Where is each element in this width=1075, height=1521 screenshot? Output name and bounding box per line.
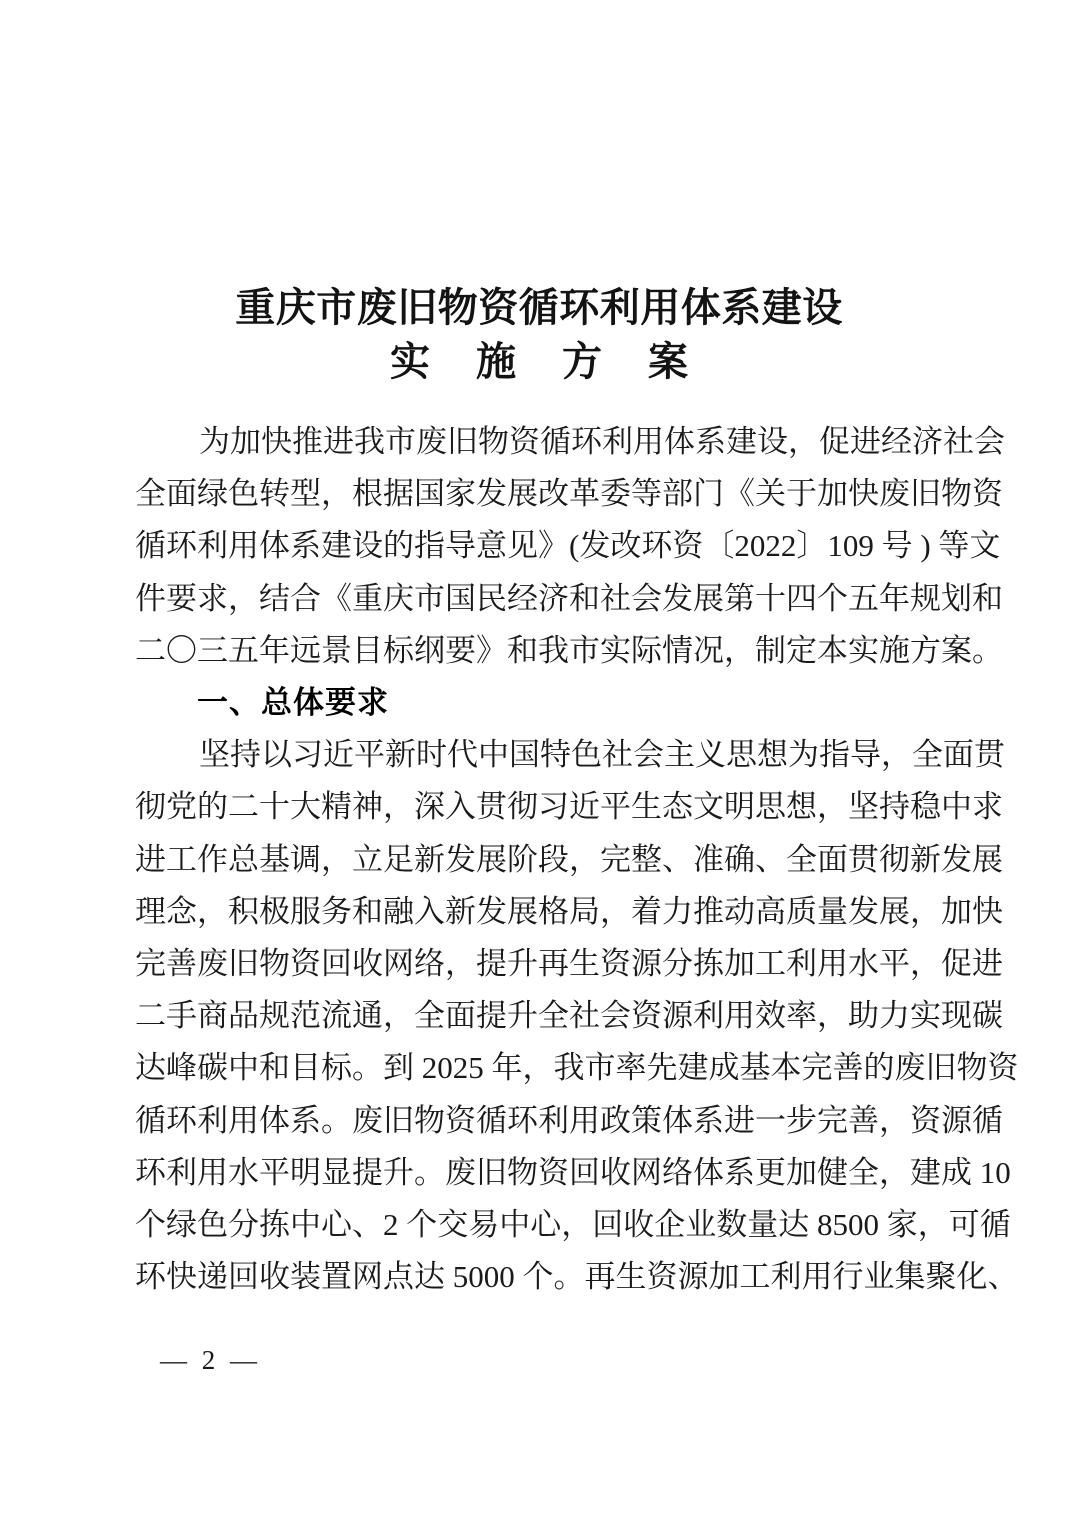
- paragraph-line: 二手商品规范流通，全面提升全社会资源利用效率，助力实现碳: [135, 998, 1003, 1034]
- document-title-line-1: 重庆市废旧物资循环利用体系建设: [235, 285, 843, 330]
- paragraph-line: 二〇三五年远景目标纲要》和我市实际情况，制定本实施方案。: [135, 632, 1003, 668]
- paragraph-line: 件要求，结合《重庆市国民经济和社会发展第十四个五年规划和: [135, 580, 1003, 616]
- paragraph-line: 进工作总基调，立足新发展阶段，完整、准确、全面贯彻新发展: [135, 841, 1003, 877]
- paragraph-line: 个绿色分拣中心、2 个交易中心，回收企业数量达 8500 家，可循: [135, 1207, 1011, 1243]
- paragraph-line: 达峰碳中和目标。到 2025 年，我市率先建成基本完善的废旧物资: [135, 1050, 1019, 1086]
- paragraph-line: 彻党的二十大精神，深入贯彻习近平生态文明思想，坚持稳中求: [135, 789, 1003, 825]
- paragraph-line: 环利用水平明显提升。废旧物资回收网络体系更加健全，建成 10: [135, 1154, 1011, 1190]
- section-heading-1: 一、总体要求: [197, 685, 389, 721]
- page-content: [135, 0, 1019, 1303]
- paragraph-line: 循环利用体系建设的指导意见》(发改环资〔2022〕109 号 ) 等文: [135, 528, 1001, 564]
- paragraph-line: 完善废旧物资回收网络，提升再生资源分拣加工利用水平，促进: [135, 946, 1003, 982]
- paragraph-preamble: [135, 416, 1005, 677]
- page-number: — 2 —: [160, 1345, 261, 1375]
- paragraph-line: 坚持以习近平新时代中国特色社会主义思想为指导，全面贯: [199, 737, 1005, 773]
- document-body: [135, 416, 1019, 1303]
- document-title-line-2: 实 施 方 案: [390, 339, 706, 384]
- paragraph-line: 理念，积极服务和融入新发展格局，着力推动高质量发展，加快: [135, 893, 1003, 929]
- paragraph-line: 为加快推进我市废旧物资循环利用体系建设，促进经济社会: [199, 424, 1005, 459]
- paragraph-line: 环快递回收装置网点达 5000 个。再生资源加工利用行业集聚化、: [135, 1259, 1019, 1295]
- paragraph-line: 全面绿色转型，根据国家发展改革委等部门《关于加快废旧物资: [135, 476, 1003, 512]
- document-title: [135, 282, 943, 390]
- paragraph-section-1-body: [135, 729, 1019, 1303]
- paragraph-line: 循环利用体系。废旧物资循环利用政策体系进一步完善，资源循: [135, 1102, 1003, 1138]
